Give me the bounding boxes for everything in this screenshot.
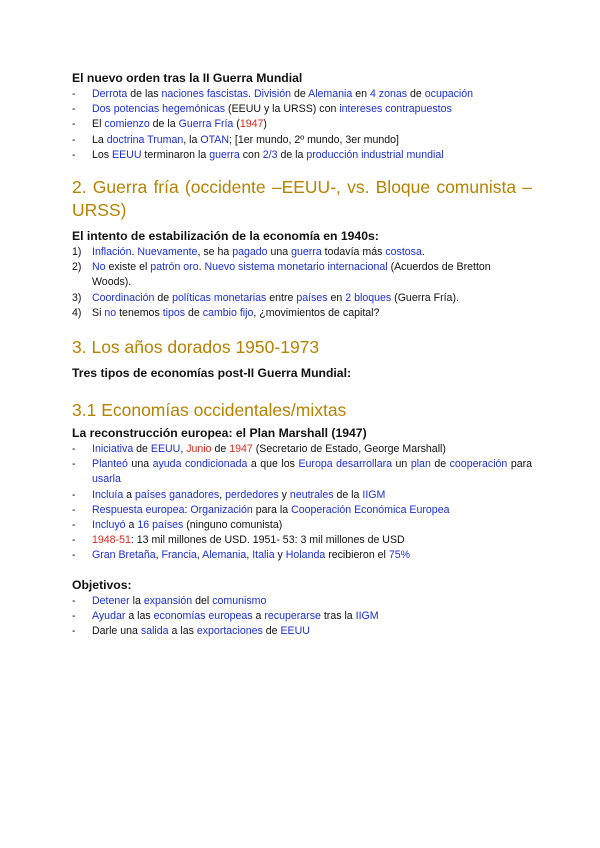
blue-term: exportaciones <box>196 625 263 638</box>
blue-term: usarla <box>92 473 121 486</box>
text-run: de <box>291 88 309 100</box>
dash-bullet-icon: - <box>72 443 76 456</box>
document-page <box>72 70 532 639</box>
blue-term: División <box>253 88 292 100</box>
text-run: Darle una <box>92 625 141 638</box>
blue-term: pagado <box>232 246 268 259</box>
blue-term: doctrina Truman <box>106 133 184 146</box>
blue-term: Iniciativa <box>92 443 134 456</box>
blue-term: Nuevamente <box>137 246 198 259</box>
red-term: 1947 <box>229 443 253 456</box>
blue-term: Europa desarrollara <box>298 458 393 471</box>
blue-term: Ayudar <box>92 609 126 622</box>
text-run: de <box>262 625 281 638</box>
text-run: una <box>127 458 153 471</box>
blue-term: 4 zonas <box>369 88 408 100</box>
blue-term: Derrota <box>92 88 128 100</box>
list-item <box>72 245 532 260</box>
blue-term: países ganadores <box>135 488 220 501</box>
text-run: con <box>239 148 263 161</box>
blue-term: EEUU <box>150 443 181 456</box>
section-nuevo-orden-title: El nuevo orden tras la II Guerra Mundial <box>72 71 303 85</box>
text-run: existe el <box>105 261 151 274</box>
blue-term: políticas monetarias <box>172 291 267 304</box>
subtitle-plan-marshall: La reconstrucción europea: el Plan Marshall (1947) <box>72 426 367 441</box>
blue-term: Organización <box>190 503 253 516</box>
blue-term: salida <box>140 625 169 638</box>
text-run: la <box>129 594 144 607</box>
text-run: a <box>252 609 265 622</box>
blue-term: Coordinación <box>92 291 155 304</box>
blue-term: cooperación <box>449 458 508 471</box>
objetivos-title: Objetivos: <box>72 577 132 592</box>
text-run: tras la <box>320 609 356 622</box>
text-run: y <box>278 488 290 501</box>
text-run: Los <box>92 148 113 161</box>
text-run: para <box>507 458 533 471</box>
text-run: de <box>430 458 450 471</box>
text-run: , <box>219 488 226 501</box>
heading-guerra-fria: 2. Guerra fría (occidente –EEUU-, vs. Bloque comunista –URSS) <box>72 177 532 221</box>
text-run: una <box>267 246 292 259</box>
blue-term: Italia <box>252 549 275 562</box>
blue-term: 75% <box>388 549 411 562</box>
text-run: La <box>92 133 107 146</box>
text-run: a las <box>168 625 197 638</box>
blue-term: naciones fascistas <box>161 88 249 100</box>
blue-term: Detener <box>92 594 130 607</box>
blue-term: economías europeas <box>153 609 253 622</box>
dash-bullet-icon: - <box>72 88 76 100</box>
text-run: , <box>196 549 203 562</box>
text-run: (Guerra Fría). <box>391 291 459 304</box>
list-item <box>72 306 532 321</box>
text-run: y <box>274 549 286 562</box>
text-run: entre <box>266 291 297 304</box>
text-run: , se ha <box>197 246 233 259</box>
dash-bullet-icon: - <box>72 609 76 622</box>
dash-bullet-icon: - <box>72 503 76 516</box>
blue-term: EEUU <box>112 148 142 161</box>
text-run: . <box>131 246 138 259</box>
red-term: 1948-51 <box>92 534 131 547</box>
list-item <box>72 518 532 533</box>
text-run: a que los <box>247 458 299 471</box>
blue-term: costosa <box>385 246 422 259</box>
list-item <box>72 442 532 457</box>
text-run: de la <box>277 148 307 161</box>
dash-bullet-icon: - <box>72 594 76 607</box>
estabilizacion-list <box>72 245 532 321</box>
text-run: de la <box>333 488 363 501</box>
list-item <box>72 148 532 163</box>
blue-term: Alemania <box>202 549 247 562</box>
text-run: : <box>184 503 191 516</box>
blue-term: expansión <box>143 594 193 607</box>
blue-term: guerra <box>291 246 322 259</box>
list-number: 1) <box>72 246 82 259</box>
blue-term: ocupación <box>424 88 474 100</box>
dash-bullet-icon: - <box>72 534 76 547</box>
text-run: de <box>154 291 173 304</box>
blue-term: 2/3 <box>262 148 278 161</box>
text-run: ) <box>263 118 267 131</box>
blue-term: OTAN <box>200 133 230 146</box>
text-run: de las <box>127 88 162 100</box>
blue-term: 16 países <box>137 519 184 532</box>
blue-term: Planteó <box>92 458 128 471</box>
text-run: en <box>327 291 346 304</box>
text-run: : 13 mil millones de USD. 1951- 53: 3 mil millones de USD <box>130 534 405 547</box>
dash-bullet-icon: - <box>72 118 76 131</box>
blue-term: EEUU <box>280 625 310 638</box>
text-run: tenemos <box>116 306 163 319</box>
blue-term: Cooperación Económica Europea <box>291 503 450 516</box>
list-item <box>72 488 532 503</box>
blue-term: guerra <box>209 148 240 161</box>
text-run: , <box>155 549 162 562</box>
heading-anos-dorados: 3. Los años dorados 1950-1973 <box>72 337 320 358</box>
list-item <box>72 609 532 624</box>
blue-term: tipos <box>162 306 186 319</box>
blue-term: cambio fijo <box>202 306 254 319</box>
blue-term: recuperarse <box>264 609 321 622</box>
text-run: terminaron la <box>141 148 210 161</box>
blue-term: 2 bloques <box>345 291 392 304</box>
text-run: Si <box>92 306 105 319</box>
blue-term: patrón oro <box>150 261 199 274</box>
list-item <box>72 503 532 518</box>
blue-term: Inflación <box>92 246 132 259</box>
subtitle-estabilizacion: El intento de estabilización de la economía en 1940s: <box>72 229 379 244</box>
list-item <box>72 594 532 609</box>
blue-term: comienzo <box>104 118 150 131</box>
text-run: recibieron el <box>325 549 389 562</box>
blue-term: ayuda condicionada <box>152 458 248 471</box>
text-run: El <box>92 118 105 131</box>
list-item <box>72 133 532 148</box>
text-run: (EEUU y la URSS) con <box>225 103 340 116</box>
list-item <box>72 548 532 563</box>
text-run: , la <box>183 133 201 146</box>
dash-bullet-icon: - <box>72 549 76 562</box>
blue-term: Dos potencias hegemónicas <box>92 103 226 116</box>
blue-term: Francia <box>161 549 197 562</box>
blue-term: comunismo <box>212 594 267 607</box>
text-run: de <box>185 306 203 319</box>
list-item <box>72 291 532 306</box>
dash-bullet-icon: - <box>72 488 76 501</box>
text-run: de <box>133 443 151 456</box>
blue-term: No <box>92 261 106 274</box>
text-run: en <box>352 88 370 100</box>
list-item <box>72 102 532 117</box>
blue-term: plan <box>410 458 431 471</box>
blue-term: Guerra Fría <box>178 118 234 131</box>
blue-term: países <box>296 291 328 304</box>
blue-term: Respuesta europea <box>92 503 185 516</box>
text-run: a <box>123 488 135 501</box>
list-item <box>72 533 532 548</box>
blue-term: no <box>104 306 117 319</box>
dash-bullet-icon: - <box>72 103 76 116</box>
text-run: un <box>392 458 411 471</box>
dash-bullet-icon: - <box>72 519 76 532</box>
text-run: . <box>421 246 425 259</box>
blue-term: producción industrial mundial <box>306 148 444 161</box>
text-run: (Acuerdos de Bretton Woods). <box>92 261 491 289</box>
text-run: , <box>246 549 253 562</box>
text-run: (Secretario de Estado, George Marshall) <box>252 443 446 456</box>
list-item <box>72 117 532 132</box>
list-item <box>72 260 532 290</box>
dash-bullet-icon: - <box>72 148 76 161</box>
heading-economias-occidentales: 3.1 Economías occidentales/mixtas <box>72 400 347 421</box>
text-run: del <box>192 594 213 607</box>
text-run: para la <box>252 503 292 516</box>
list-item <box>72 87 532 102</box>
text-run: , ¿movimientos de capital? <box>253 306 380 319</box>
blue-term: intereses contrapuestos <box>339 103 452 116</box>
blue-term: perdedores <box>225 488 279 501</box>
list-number: 4) <box>72 306 82 319</box>
text-run: de <box>211 443 230 456</box>
text-run: a <box>125 519 138 532</box>
plan-marshall-list <box>72 442 532 564</box>
text-run: a las <box>125 609 154 622</box>
dash-bullet-icon: - <box>72 133 76 146</box>
red-term: 1947 <box>239 118 264 131</box>
text-run: todavía más <box>321 246 386 259</box>
list-item <box>72 624 532 639</box>
blue-term: neutrales <box>289 488 334 501</box>
dash-bullet-icon: - <box>72 625 76 638</box>
text-run: , <box>180 443 187 456</box>
list-item <box>72 457 532 487</box>
text-run: ( <box>233 118 240 131</box>
blue-term: Gran Bretaña <box>92 549 156 562</box>
text-run: . <box>248 88 254 100</box>
text-run: de <box>407 88 425 100</box>
blue-term: IIGM <box>355 609 379 622</box>
objetivos-list <box>72 594 532 640</box>
list-number: 2) <box>72 261 82 274</box>
list-number: 3) <box>72 291 82 304</box>
blue-term: Incluía <box>92 488 124 501</box>
text-run: . <box>198 261 205 274</box>
subtitle-tres-tipos: Tres tipos de economías post-II Guerra Mundial: <box>72 366 352 381</box>
nuevo-orden-list <box>72 87 532 163</box>
blue-term: Incluyó <box>92 519 126 532</box>
blue-term: Alemania <box>308 88 353 100</box>
blue-term: Nuevo sistema monetario internacional <box>204 261 388 274</box>
blue-term: Holanda <box>285 549 326 562</box>
dash-bullet-icon: - <box>72 458 76 471</box>
red-term: Junio <box>186 443 212 456</box>
text-run: de la <box>149 118 179 131</box>
text-run: (ninguno comunista) <box>183 519 283 532</box>
text-run: ; [1er mundo, 2º mundo, 3er mundo] <box>229 133 399 146</box>
blue-term: IIGM <box>362 488 386 501</box>
